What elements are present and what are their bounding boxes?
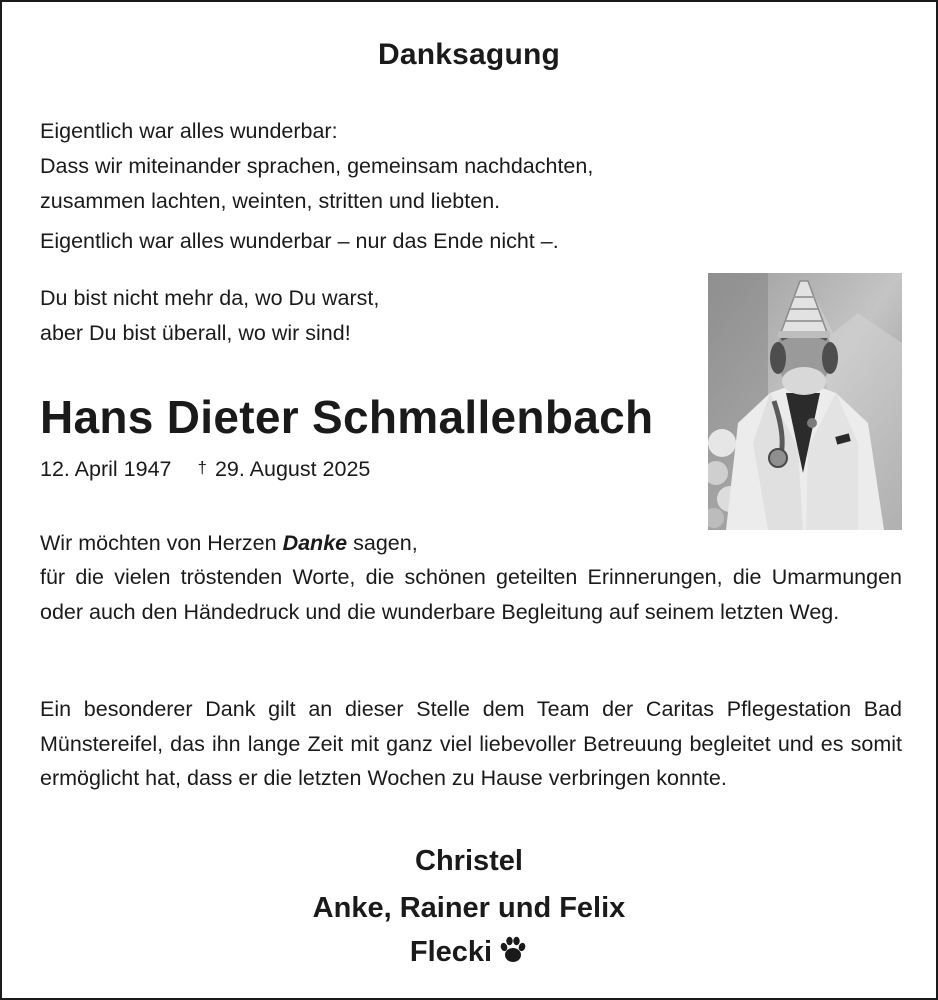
thanks-intro-text: sagen, (353, 531, 418, 555)
poem-line: zusammen lachten, weinten, stritten und liebten. (40, 189, 501, 213)
signature-line: Christel (415, 845, 523, 877)
thanks-paragraph-1: für die vielen tröstenden Worte, die schönen geteilten Erinnerungen, die Umarmungen oder auch den Händedruck und die wunderbare Begleitung auf seinem letzten Weg. (40, 565, 902, 624)
birth-date: 12. April 1947 (40, 457, 172, 481)
signature-line: Anke, Rainer und Felix (312, 892, 626, 924)
poem-line: aber Du bist überall, wo wir sind! (40, 321, 351, 345)
thanks-emphasis: Danke (282, 531, 348, 555)
deceased-name: Hans Dieter Schmallenbach (40, 391, 654, 443)
poem-stanza-2 (40, 224, 559, 259)
death-date: 29. August 2025 (214, 457, 371, 481)
thanks-intro-text: Wir möchten von Herzen (40, 531, 277, 555)
poem-line: Eigentlich war alles wunderbar – nur das Ende nicht –. (40, 229, 559, 253)
poem-stanza-3 (40, 281, 379, 351)
signature-flecki (2, 935, 936, 973)
death-cross-icon: † (197, 458, 207, 477)
signature-line: Flecki (409, 936, 493, 968)
thanks-intro (40, 526, 418, 561)
poem-line: Du bist nicht mehr da, wo Du warst, (40, 286, 380, 310)
portrait-photo (708, 273, 902, 530)
page-title: Danksagung (377, 38, 561, 71)
poem-line: Eigentlich war alles wunderbar: (40, 119, 338, 143)
thanks-paragraph-2: Ein besonderer Dank gilt an dieser Stelle dem Team der Caritas Pflegestation Bad Münstereifel, das ihn lange Zeit mit ganz viel liebevoller Betreuung begleitet und es somit ermöglicht hat, dass er die letzten Wochen zu Hause verbringen konnte. (40, 697, 902, 790)
paw-icon (498, 935, 528, 973)
life-dates (40, 457, 370, 482)
poem-stanza-1 (40, 114, 593, 219)
poem-line: Dass wir miteinander sprachen, gemeinsam nachdachten, (40, 154, 594, 178)
